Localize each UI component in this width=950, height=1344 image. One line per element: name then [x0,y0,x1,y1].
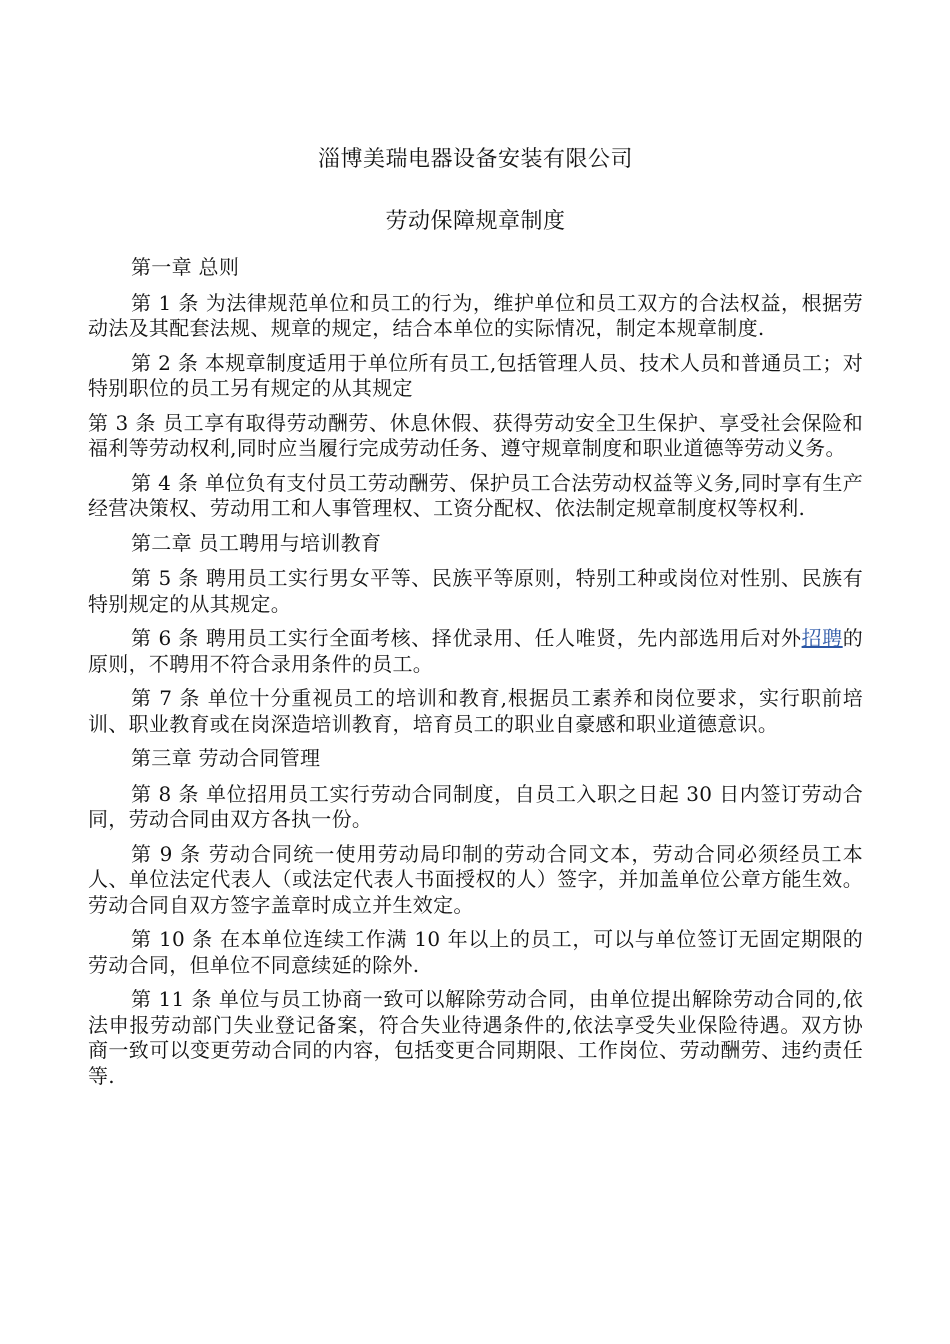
article-paragraph: 第 9 条 劳动合同统一使用劳动局印制的劳动合同文本，劳动合同必须经员工本人、单位法定代表人（或法定代表人书面授权的人）签字，并加盖单位公章方能生效。劳动合同自双方签字盖章时成立并生效定。 [88,841,863,917]
article-paragraph: 第 8 条 单位招用员工实行劳动合同制度，自员工入职之日起 30 日内签订劳动合同，劳动合同由双方各执一份。 [88,781,863,831]
article-paragraph: 第 2 条 本规章制度适用于单位所有员工,包括管理人员、技术人员和普通员工；对特别职位的员工另有规定的从其规定 [88,350,863,400]
document-body [88,255,863,1089]
article-paragraph [88,626,863,677]
article-paragraph: 第 5 条 聘用员工实行男女平等、民族平等原则，特别工种或岗位对性别、民族有特别规定的从其规定。 [88,566,863,616]
chapter-heading: 第一章 总则 [131,255,240,279]
article-paragraph: 第 1 条 为法律规范单位和员工的行为，维护单位和员工双方的合法权益，根据劳动法及其配套法规、规章的规定，结合本单位的实际情况，制定本规章制度. [88,290,863,340]
article-text: 的原则，不聘用不符合录用条件的员工。 [88,626,863,676]
article-paragraph: 第 3 条 员工享有取得劳动酬劳、休息休假、获得劳动安全卫生保护、享受社会保险和福利等劳动权利,同时应当履行完成劳动任务、遵守规章制度和职业道德等劳动义务。 [88,410,863,460]
article-paragraph: 第 10 条 在本单位连续工作满 10 年以上的员工，可以与单位签订无固定期限的劳动合同，但单位不同意续延的除外. [88,927,863,977]
chapter-heading: 第二章 员工聘用与培训教育 [131,530,382,555]
article-paragraph: 第 11 条 单位与员工协商一致可以解除劳动合同，由单位提出解除劳动合同的,依法申报劳动部门失业登记备案，符合失业待遇条件的,依法享受失业保险待遇。双方协商一致可以变更劳动合同的内容，包括变更合同期限、工作岗位、劳动酬劳、违约责任等. [88,987,863,1088]
article-paragraph: 第 4 条 单位负有支付员工劳动酬劳、保护员工合法劳动权益等义务,同时享有生产经营决策权、劳动用工和人事管理权、工资分配权、依法制定规章制度权等权利. [88,470,863,520]
article-paragraph: 第 7 条 单位十分重视员工的培训和教育,根据员工素养和岗位要求，实行职前培训、职业教育或在岗深造培训教育，培育员工的职业自豪感和职业道德意识。 [88,686,863,736]
recruitment-link[interactable]: 招聘 [801,626,843,650]
article-text: 第 6 条 聘用员工实行全面考核、择优录用、任人唯贤，先内部选用后对外 [131,626,802,650]
document-title: 劳动保障规章制度 [385,209,566,234]
chapter-heading: 第三章 劳动合同管理 [131,746,321,770]
document-page [88,145,863,1098]
company-name: 淄博美瑞电器设备安装有限公司 [317,147,633,172]
